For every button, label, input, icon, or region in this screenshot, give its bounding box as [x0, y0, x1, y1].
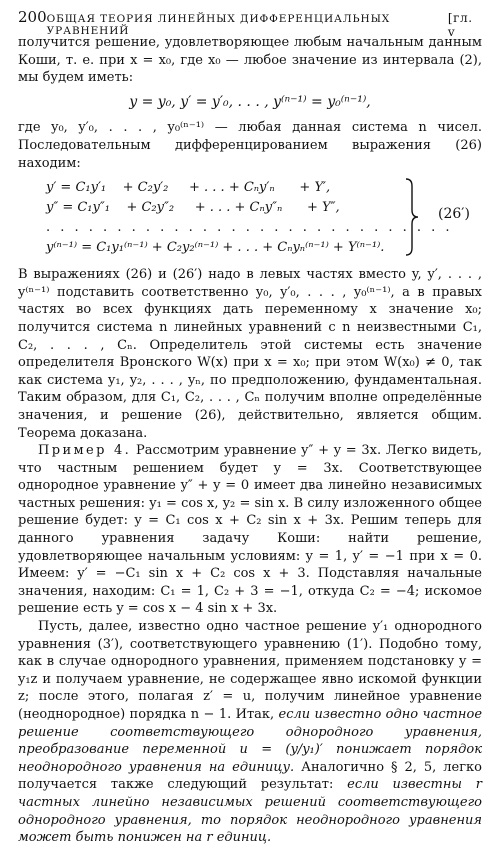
equation-label: (26′) — [438, 206, 470, 223]
derivative-system — [18, 178, 482, 258]
running-title: ОБЩАЯ ТЕОРИЯ ЛИНЕЙНЫХ ДИФФЕРЕНЦИАЛЬНЫХ УРАВНЕНИЙ — [46, 13, 391, 37]
paragraph-wronskian: В выражениях (26) и (26′) надо в левых частях вместо y, y′, . . . , y⁽ⁿ⁻¹⁾ подставить соответственно y₀, y′₀, . . . , y₀⁽ⁿ⁻¹⁾, а в правых частях во всех функциях дать переменному x значение x₀; получится система n линейных уравнений с n неизвестными C₁, C₂, . . . , Cₙ. Определитель этой системы есть значение определителя Вронского W(x) при x = x₀; при этом W(x₀) ≠ 0, так как система y₁, y₂, . . . , yₙ, по предположению, фундаментальная. Таким образом, для C₁, C₂, . . . , Cₙ получим вполне определённые значения, и решение (26), действительно, является общим. Теорема доказана. — [18, 267, 482, 441]
system-row-dots: . . . . . . . . . . . . . . . . . . . . . . . . . . . . . — [46, 220, 453, 236]
system-rows — [46, 178, 453, 258]
example-label: Пример 4. — [38, 443, 132, 459]
system-row-2: y″ = C₁y″₁ + C₂y″₂ + . . . + Cₙy″ₙ + Y″, — [46, 200, 340, 216]
reduction-statement-general: если известны r частных линейно независимых решений соответствующего однородного уравнения, то порядок неоднородного уравнения может быть понижен на r единиц. — [18, 777, 482, 846]
page-body — [18, 34, 483, 846]
running-header — [18, 8, 482, 39]
page-number: 200 — [18, 8, 47, 26]
paragraph-cauchy-conditions: получится решение, удовлетворяющее любым начальным данным Коши, т. е. при x = x₀, где x₀ — любое значение из интервала (2), мы будем иметь: — [18, 35, 482, 86]
example-text: Рассмотрим уравнение y″ + y = 3x. Легко видеть, что частным решением будет y = 3x. Соответствующее однородное уравнение y″ + y = 0 имеет два линейно независимых частных решения: y₁ = cos x, y₂ = sin x. В силу изложенного общее решение будет: y = C₁ cos x + C₂ sin x + 3x. Решим теперь для данного уравнения задачу Коши: найти решение, удовлетворяющее начальным условиям: y = 1, y′ = −1 при x = 0. Имеем: y′ = −C₁ sin x + C₂ cos x + 3. Подставляя начальные значения, находим: C₁ = 1, C₂ + 3 = −1, откуда C₂ = −4; искомое решение есть y = cos x − 4 sin x + 3x. — [18, 443, 483, 617]
reduction-text-mid: Аналогично § 2, 5, легко получается также следующий результат: — [18, 759, 482, 793]
paragraph-differentiation: где y₀, y′₀, . . . , y₀⁽ⁿ⁻¹⁾ — любая данная система n чисел. Последовательным дифференцированием выражения (26) находим: — [18, 120, 482, 171]
paragraph-example — [18, 442, 482, 618]
reduction-text-start: Пусть, далее, известно одно частное решение y′₁ однородного уравнения (3′), соответствующего уравнению (1′). Подобно тому, как в случае однородного уравнения, применяем подстановку y = y₁z и получаем уравнение, не содержащее явно искомой функции z; после этого, полагая z′ = u, получим линейное уравнение (неоднородное) порядка n − 1. Итак, — [18, 619, 482, 722]
reduction-statement: если известно одно частное решение соответствующего однородного уравнения, преобразование переменной u = (y/y₁)′ понижает порядок неоднородного уравнения на единицу. — [18, 707, 483, 775]
paragraph-order-reduction — [18, 618, 482, 847]
system-row-1: y′ = C₁y′₁ + C₂y′₂ + . . . + Cₙy′ₙ + Y′, — [46, 180, 331, 196]
right-brace-icon — [404, 178, 420, 256]
initial-conditions-formula: y = y₀, y′ = y′₀, . . . , y⁽ⁿ⁻¹⁾ = y₀⁽ⁿ⁻¹⁾, — [129, 93, 371, 110]
system-row-n: y⁽ⁿ⁻¹⁾ = C₁y₁⁽ⁿ⁻¹⁾ + C₂y₂⁽ⁿ⁻¹⁾ + . . . + Cₙyₙ⁽ⁿ⁻¹⁾ + Y⁽ⁿ⁻¹⁾. — [46, 240, 385, 256]
chapter-marker: [гл. v — [447, 11, 473, 39]
